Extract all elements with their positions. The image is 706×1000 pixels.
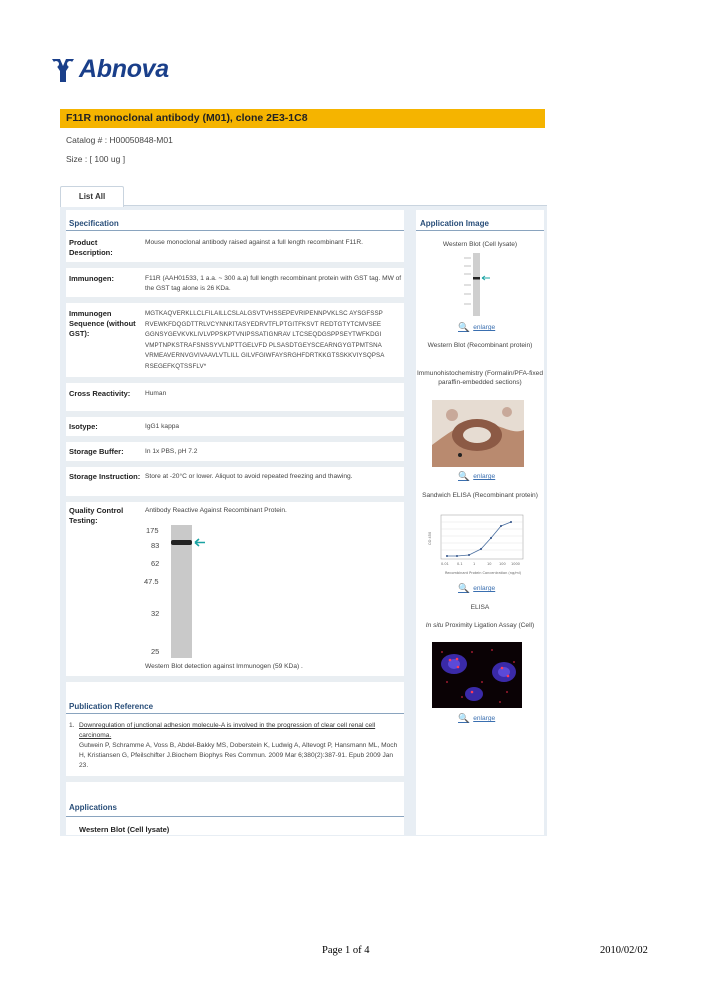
svg-text:0.01: 0.01 [441,562,449,566]
enlarge-label: enlarge [473,324,496,331]
magnifier-icon: 🔍 [458,583,470,593]
spec-row-immunogen-sequence [66,309,404,377]
row-separator [66,377,404,383]
product-title: F11R monoclonal antibody (M01), clone 2E3-1C8 [60,109,545,128]
divider [66,230,404,231]
publication-authors: Gutwein P, Schramme A, Voss B, Abdel-Bakky MS, Doberstein K, Ludwig A, Altevogt P, Hansmann ML, Moch H, Kristiansen G, Pfeilschifter J.Biochem Biophys Res Commun. 2009 Mar 6;380(2):387-91. Epub 2009 Jan 23. [79,742,398,769]
divider [416,230,544,231]
app-image-caption: Western Blot (Cell lysate) [442,241,518,248]
spec-label: Immunogen Sequence (without GST): [69,309,136,338]
spec-row-cross-reactivity [66,389,404,413]
enlarge-link[interactable] [458,713,495,724]
svg-text:0.1: 0.1 [457,562,463,566]
svg-text:Recombinant Protein Concentrat: Recombinant Protein Concentration (ng/ml) [445,571,522,575]
application-image-heading: Application Image [420,219,489,228]
spec-label: Isotype: [69,422,98,431]
svg-text:10: 10 [487,562,492,566]
divider [66,713,404,714]
spec-row-storage-instruction [66,472,404,496]
qc-western-blot-image[interactable] [145,523,245,658]
publication-heading: Publication Reference [69,702,154,711]
spec-row-product-description [66,238,404,262]
svg-text:OD 450: OD 450 [428,531,432,545]
print-date: 2010/02/02 [600,945,648,956]
spec-value: Mouse monoclonal antibody raised against a full length recombinant F11R. [145,239,363,246]
publication-title-link[interactable]: Downregulation of junctional adhesion molecule-A is involved in the progression of clear cell renal cell carcinoma. [79,722,376,739]
enlarge-label: enlarge [473,715,496,722]
western-blot-cell-lysate-thumbnail[interactable] [460,252,495,317]
svg-text:1000: 1000 [511,562,520,566]
spec-row-immunogen [66,274,404,298]
page-number: Page 1 of 4 [322,945,370,956]
app-image-caption: ELISA [470,604,490,611]
svg-text:100: 100 [499,562,506,566]
spec-value: In 1x PBS, pH 7.2 [145,448,198,455]
spec-label: Immunogen: [69,274,114,283]
abnova-logo[interactable] [50,55,169,84]
brand-name: Abnova [79,55,169,83]
specification-heading: Specification [69,219,119,228]
row-separator [66,461,404,467]
row-separator [66,411,404,417]
application-western-blot-cell-lysate: Western Blot (Cell lysate) [79,825,170,834]
row-separator [66,776,404,782]
sandwich-elisa-chart-thumbnail[interactable] [425,511,527,579]
qc-caption: Western Blot detection against Immunogen (59 KDa) . [145,663,303,670]
blot-marker: 47.5 [144,577,159,586]
enlarge-link[interactable] [458,583,495,594]
enlarge-link[interactable] [458,471,495,482]
divider [66,816,404,817]
spec-row-storage-buffer [66,447,404,461]
spec-value: Antibody Reactive Against Recombinant Protein. [145,507,287,514]
spec-label: Quality Control Testing: [69,506,124,525]
app-image-caption: Sandwich ELISA (Recombinant protein) [422,492,538,499]
applications-heading: Applications [69,803,118,812]
abnova-y-icon [50,56,76,84]
row-separator [66,676,404,682]
spec-value: F11R (AAH01533, 1 a.a. ~ 300 a.a) full length recombinant protein with GST tag. MW of the GST tag alone is 26 KDa. [145,275,402,292]
enlarge-label: enlarge [473,473,496,480]
ihc-thumbnail[interactable] [432,400,524,467]
app-image-caption: Western Blot (Recombinant protein) [427,342,533,349]
app-image-caption: Immunohistochemistry (Formalin/PFA-fixed paraffin-embedded sections) [416,370,544,386]
pla-fluorescence-thumbnail[interactable] [432,642,522,708]
row-separator [66,496,404,502]
svg-text:1: 1 [473,562,476,566]
spec-row-isotype [66,422,404,436]
enlarge-label: enlarge [473,585,496,592]
spec-value: IgG1 kappa [145,423,180,430]
tab-list-all[interactable]: List All [60,186,124,207]
blot-marker: 32 [151,609,160,618]
row-separator [66,297,404,303]
blot-marker: 83 [151,541,160,550]
blot-marker: 25 [151,647,160,656]
publication-number: 1. [69,722,75,729]
row-separator [66,262,404,268]
row-separator [66,436,404,442]
magnifier-icon: 🔍 [458,713,470,723]
product-size: Size : [ 100 ug ] [66,154,126,164]
spec-label: Cross Reactivity: [69,389,131,398]
spec-label: Storage Instruction: [69,472,141,481]
blot-marker: 62 [151,559,160,568]
catalog-number: Catalog # : H00050848-M01 [66,135,173,145]
app-image-caption: In situ Proximity Ligation Assay (Cell) [425,622,535,629]
blot-marker: 175 [146,526,159,535]
publication-item [79,721,399,771]
spec-label: Storage Buffer: [69,447,124,456]
magnifier-icon: 🔍 [458,322,470,332]
magnifier-icon: 🔍 [458,471,470,481]
spec-value: MGTKAQVERKLLCLFILAILLCSLALGSVTVHSSEPEVRIPENNPVKLSC AYSGFSSPRVEWKFDQGDTTRLVCYNNKITASYEDRVTFLPTGITFKSVT REDTGTYTCMVSEEGGNSYGEVKVKLIVLVPPSKPTVNIPSSATIGNRAV LTCSEQDGSPPSEYTWFKDGIVMPTNPKSTRAFSNSSYVLNPTTGELVFD PLSASDTGEYSCEARNGYGTPMTSNAVRMEAVERNVGVIVAAVLVTLILL GILVFGIWFAYSRGHFDRTKKGTSSKKVIYSQPSARSEGEFKQTSSFLV* [145,310,385,370]
spec-value: Human [145,390,167,397]
enlarge-link[interactable] [458,322,495,333]
spec-label: Product Description: [69,238,113,257]
spec-value: Store at -20°C or lower. Aliquot to avoid repeated freezing and thawing. [145,473,353,480]
